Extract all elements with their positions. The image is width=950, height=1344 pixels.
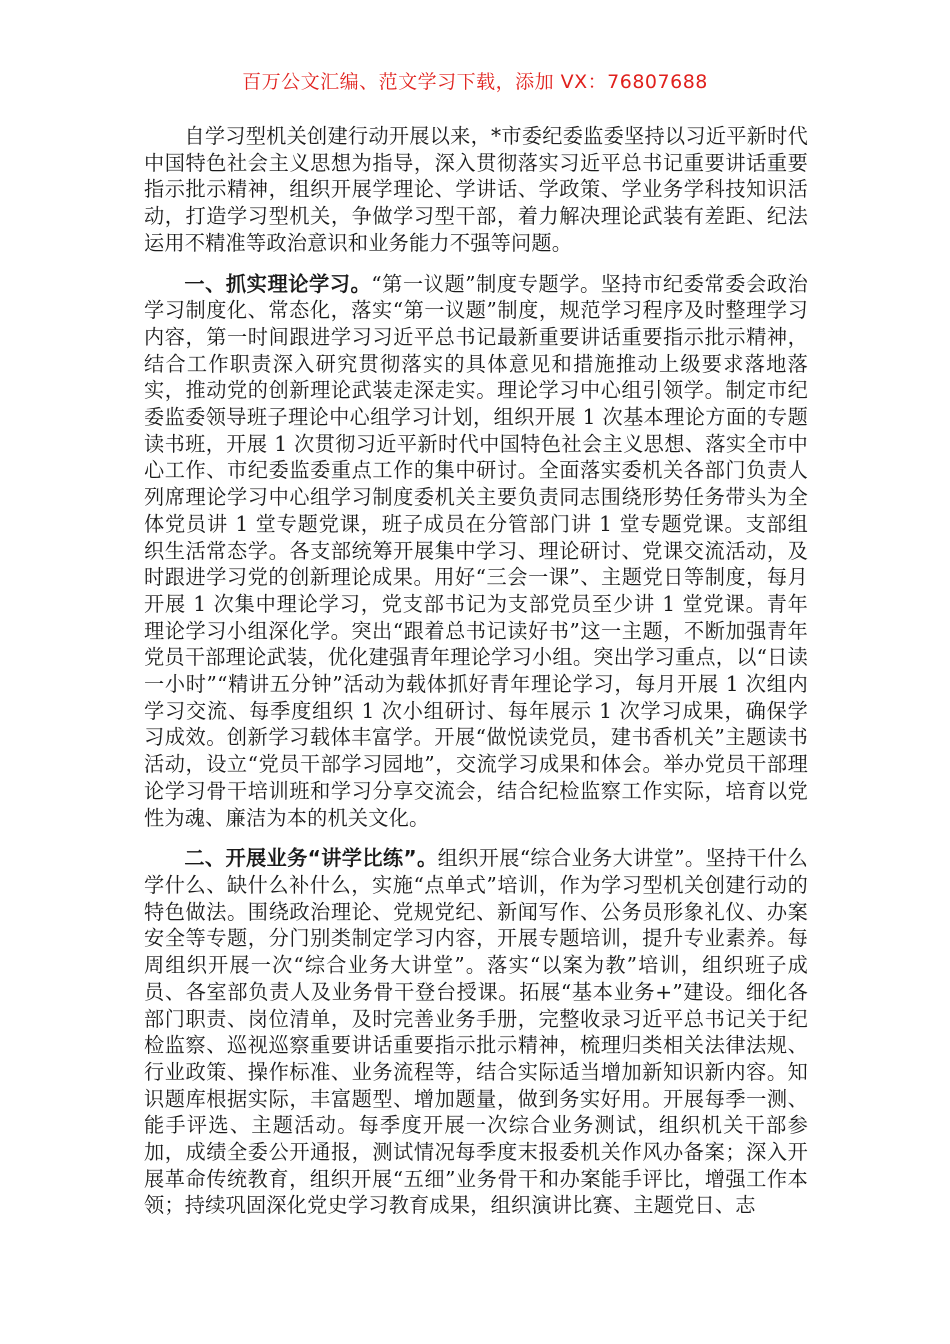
- section-1-heading: 一、抓实理论学习。: [184, 271, 372, 296]
- document-body: [144, 123, 808, 1233]
- watermark-header: 百万公文汇编、范文学习下载，添加 VX：76807688: [242, 71, 708, 93]
- section-1-text: “第一议题”制度专题学。坚持市纪委常委会政治学习制度化、常态化，落实“第一议题”制度，规范学习程序及时整理学习内容，第一时间跟进学习习近平总书记最新重要讲话重要指示批示精神，结合工作职责深入研究贯彻落实的具体意见和措施推动上级要求落地落实，推动党的创新理论武装走深走实。理论学习中心组引领学。制定市纪委监委领导班子理论中心组学习计划，组织开展 1 次基本理论方面的专题读书班，开展 1 次贯彻习近平新时代中国特色社会主义思想、落实全市中心工作、市纪委监委重点工作的集中研讨。全面落实委机关各部门负责人列席理论学习中心组学习制度委机关主要负责同志围绕形势任务带头为全体党员讲 1 堂专题党课，班子成员在分管部门讲 1 堂专题党课。支部组织生活常态学。各支部统筹开展集中学习、理论研讨、党课交流活动，及时跟进学习党的创新理论成果。用好“三会一课”、主题党日等制度，每月开展 1 次集中理论学习，党支部书记为支部党员至少讲 1 堂党课。青年理论学习小组深化学。突出“跟着总书记读好书”这一主题，不断加强青年党员干部理论武装，优化建强青年理论学习小组。突出学习重点，以“日读一小时”“精讲五分钟”活动为载体抓好青年理论学习，每月开展 1 次组内学习交流、每季度组织 1 次小组研讨、每年展示 1 次学习成果，确保学习成效。创新学习载体丰富学。开展“做悦读党员，建书香机关”主题读书活动，设立“党员干部学习园地”，交流学习成果和体会。举办党员干部理论学习骨干培训班和学习分享交流会，结合纪检监察工作实际，培育以党性为魂、廉洁为本的机关文化。: [144, 271, 808, 830]
- intro-text: 自学习型机关创建行动开展以来，*市委纪委监委坚持以习近平新时代中国特色社会主义思想为指导，深入贯彻落实习近平总书记重要讲话重要指示批示精神，组织开展学理论、学讲话、学政策、学业务学科技知识活动，打造学习型机关，争做学习型干部，着力解决理论武装有差距、纪法运用不精准等政治意识和业务能力不强等问题。: [144, 124, 808, 255]
- section-2-heading: 二、开展业务“讲学比练”。: [184, 846, 438, 871]
- section-1-paragraph: [144, 271, 808, 832]
- section-2-paragraph: [144, 845, 808, 1219]
- intro-paragraph: [144, 123, 808, 257]
- section-2-text: 组织开展“综合业务大讲堂”。坚持干什么学什么、缺什么补什么，实施“点单式”培训，作为学习型机关创建行动的特色做法。围绕政治理论、党规党纪、新闻写作、公务员形象礼仪、办案安全等专题，分门别类制定学习内容，开展专题培训，提升专业素养。每周组织开展一次“综合业务大讲堂”。落实“以案为教”培训，组织班子成员、各室部负责人及业务骨干登台授课。拓展“基本业务+”建设。细化各部门职责、岗位清单，及时完善业务手册，完整收录习近平总书记关于纪检监察、巡视巡察重要讲话重要指示批示精神，梳理归类相关法律法规、行业政策、操作标准、业务流程等，结合实际适当增加新知识新内容。知识题库根据实际，丰富题型、增加题量，做到务实好用。开展每季一测、能手评选、主题活动。每季度开展一次综合业务测试，组织机关干部参加，成绩全委公开通报，测试情况每季度末报委机关作风办备案；深入开展革命传统教育，组织开展“五细”业务骨干和办案能手评比，增强工作本领；持续巩固深化党史学习教育成果，组织演讲比赛、主题党日、志: [144, 846, 808, 1218]
